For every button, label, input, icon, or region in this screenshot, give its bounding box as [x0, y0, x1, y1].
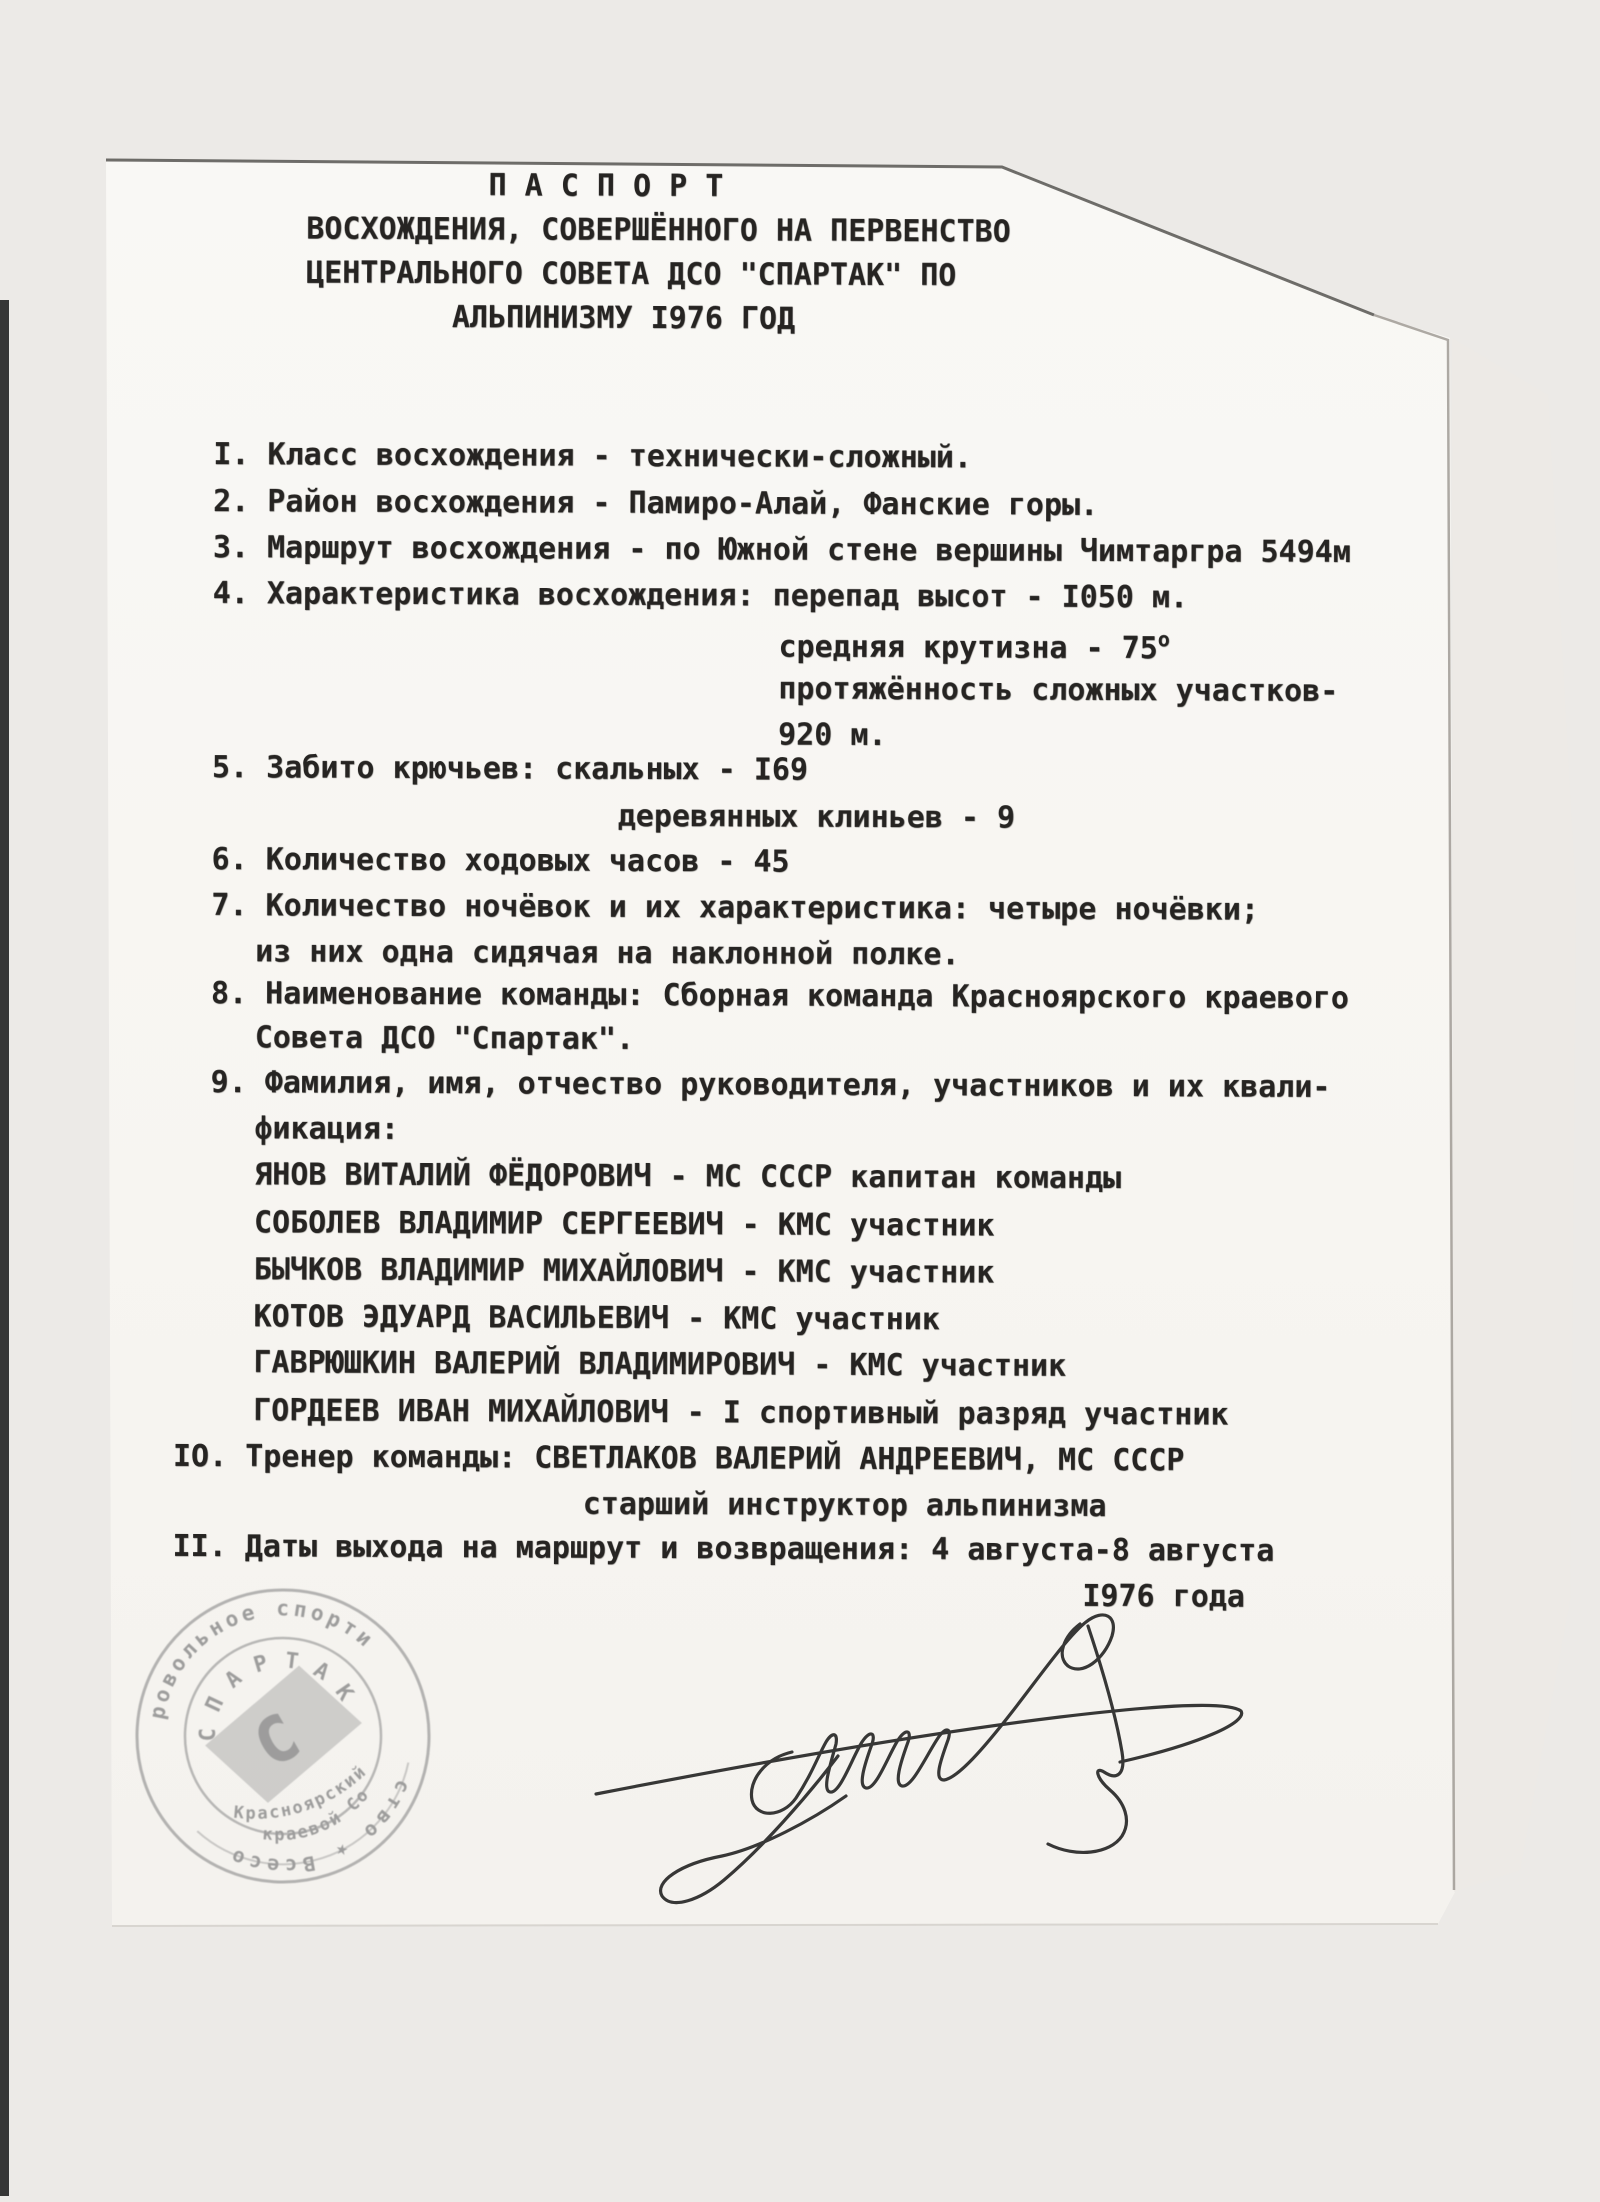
- team-member-1: ЯНОВ ВИТАЛИЙ ФЁДОРОВИЧ - МС СССР капитан команды: [254, 1157, 1122, 1197]
- item-6-hours: 6. Количество ходовых часов - 45: [211, 842, 790, 880]
- steepness-value: средняя крутизна - 75: [778, 629, 1158, 667]
- item-1-class: I. Класс восхождения - технически-сложный.: [213, 437, 972, 476]
- item-5-pitons: 5. Забито крючьев: скальных - I69: [211, 750, 809, 788]
- item-8-continuation: Совета ДСО "Спартак".: [254, 1020, 635, 1057]
- item-4-length-value: 920 м.: [778, 717, 887, 753]
- doc-subtitle-3: АЛЬПИНИЗМУ I976 ГОД: [451, 300, 796, 337]
- team-member-6: ГОРДЕЕВ ИВАН МИХАЙЛОВИЧ - I спортивный разряд участник: [253, 1393, 1229, 1433]
- stamp-outer-bottom-text: ство ★ Всесо: [223, 1776, 417, 1879]
- item-8-team-name: 8. Наименование команды: Сборная команда Красноярского краевого: [210, 976, 1349, 1017]
- item-9-members-header: 9. Фамилия, имя, отчество руководителя, участников и их квали-: [210, 1065, 1331, 1105]
- doc-title: П А С П О Р Т: [488, 168, 724, 205]
- item-2-region: 2. Район восхождения - Памиро-Алай, Фанские горы.: [213, 484, 1099, 523]
- team-member-2: СОБОЛЕВ ВЛАДИМИР СЕРГЕЕВИЧ - КМС участник: [253, 1205, 995, 1244]
- stamp-spartak-arc-text: С П А Р Т А К: [195, 1648, 359, 1742]
- item-10-continuation: старший инструктор альпинизма: [582, 1486, 1107, 1524]
- item-10-coach: IO. Тренер команды: СВЕТЛАКОВ ВАЛЕРИЙ АНДРЕЕВИЧ, МС СССР: [172, 1438, 1185, 1479]
- team-member-4: КОТОВ ЭДУАРД ВАСИЛЬЕВИЧ - КМС участник: [253, 1299, 940, 1338]
- stamp-region-text-2: краевой Со: [261, 1784, 375, 1846]
- team-member-3: БЫЧКОВ ВЛАДИМИР МИХАЙЛОВИЧ - КМС участник: [253, 1252, 995, 1291]
- item-4-difficult-length: протяжённость сложных участков-: [778, 671, 1339, 709]
- spartak-logo-letter: С: [242, 1699, 311, 1782]
- team-member-5: ГАВРЮШКИН ВАЛЕРИЙ ВЛАДИМИРОВИЧ - КМС участник: [253, 1345, 1067, 1384]
- signature-zigzag-stroke: [1048, 1626, 1126, 1852]
- degree-superscript: о: [1157, 627, 1170, 652]
- item-3-route: 3. Маршрут восхождения - по Южной стене вершины Чимтаргра 5494м: [212, 530, 1351, 571]
- item-5-wooden-wedges: деревянных клиньев - 9: [617, 798, 1016, 836]
- doc-subtitle-2: ЦЕНТРАЛЬНОГО СОВЕТА ДСО "СПАРТАК" ПО: [306, 255, 957, 294]
- item-9-continuation: фикация:: [254, 1111, 399, 1147]
- item-4-characteristic: 4. Характеристика восхождения: перепад высот - I050 м.: [212, 576, 1189, 616]
- doc-subtitle-1: ВОСХОЖДЕНИЯ, СОВЕРШЁННОГО НА ПЕРВЕНСТВО: [306, 211, 1011, 250]
- item-11-dates: II. Даты выхода на маршрут и возвращения: 4 августа-8 августа: [172, 1528, 1275, 1569]
- stamp-region-text-1: Красноярский: [232, 1761, 372, 1824]
- stamp-outer-top-text: ровольное спорти: [144, 1596, 380, 1722]
- item-11-year: I976 года: [1082, 1578, 1245, 1615]
- item-7-continuation: из них одна сидячая на наклонной полке.: [255, 934, 960, 973]
- item-7-bivouacs: 7. Количество ночёвок и их характеристика: четыре ночёвки;: [211, 888, 1260, 928]
- signature-scribble-stroke: [751, 1615, 1113, 1813]
- signature-underline-stroke: [596, 1705, 1242, 1794]
